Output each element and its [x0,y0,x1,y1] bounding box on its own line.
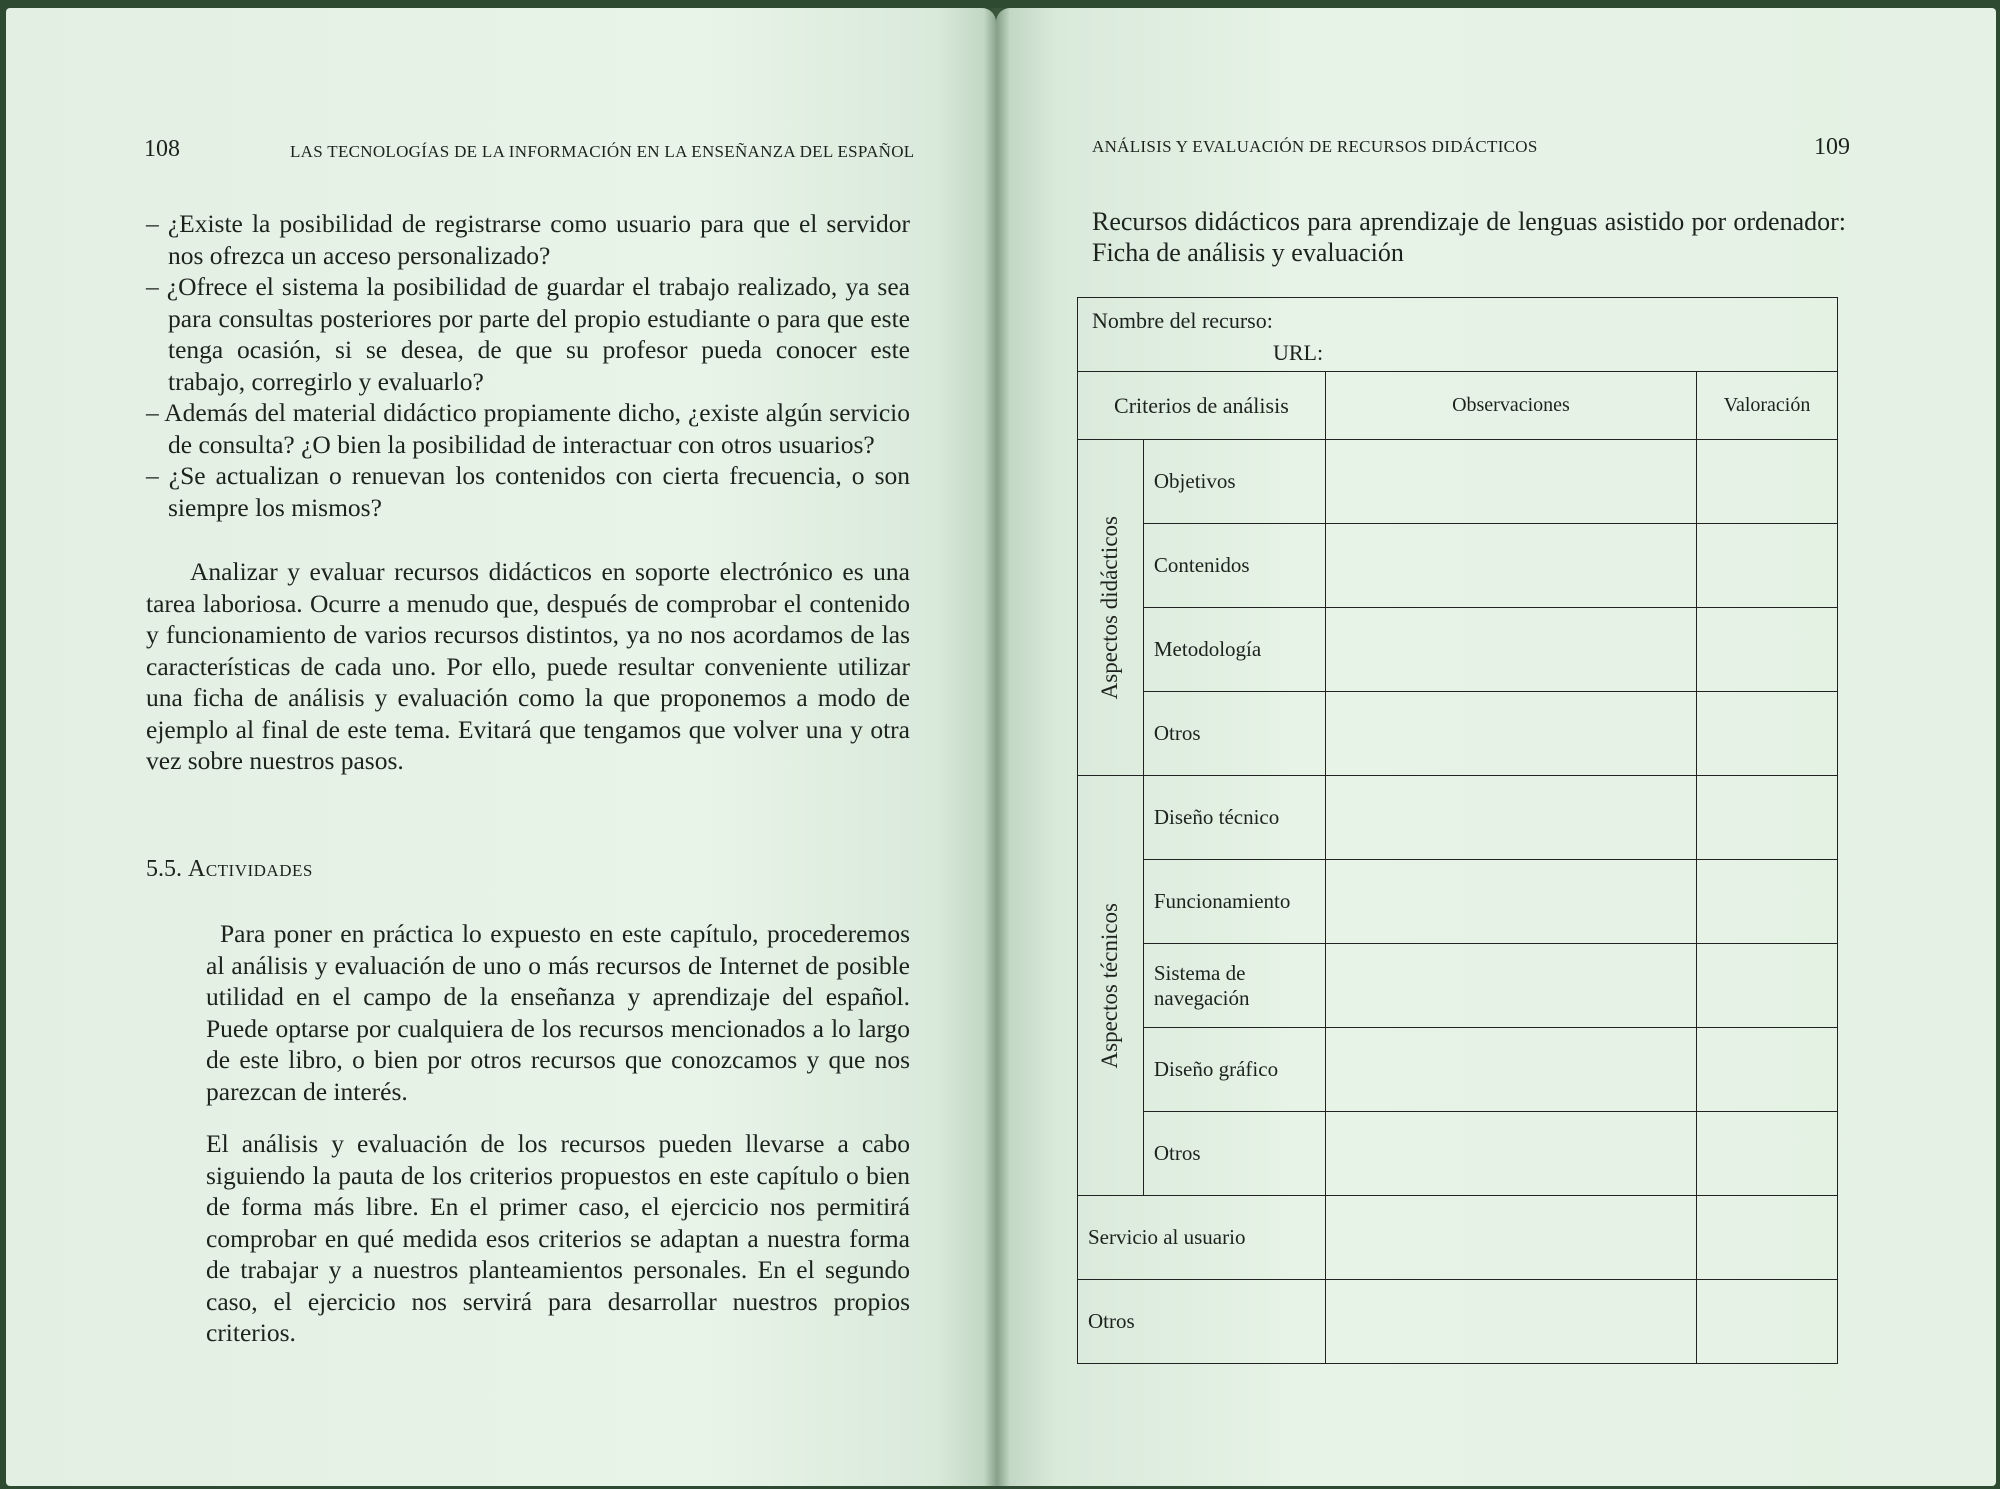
header-row [1078,372,1838,440]
bullet-item: – ¿Ofrece el sistema la posibilidad de guardar el trabajo realizado, ya sea para consultas posteriores por parte del propio estudiante o para que este tenga ocasión, si se desea, de que su profesor pueda conocer este trabajo, corregirlo y evaluarlo? [146,272,910,396]
book-spread [6,8,1996,1486]
criteria-header: Criterios de análisis [1078,372,1326,440]
table-row [1078,776,1838,860]
section-number: 5.5. [146,856,182,882]
table-row [1078,524,1838,608]
observations-header: Observaciones [1325,372,1696,440]
left-page [6,8,996,1486]
observations-cell [1325,1196,1696,1280]
criterion-cell: Servicio al usuario [1078,1196,1326,1280]
activity-paragraph-2: El análisis y evaluación de los recursos pueden llevarse a cabo siguiendo la pauta de los criterios propuestos en este capítulo o bien de forma más libre. En el primer caso, el ejercicio nos permitirá comprobar en qué medida esos criterios se adaptan a nuestra forma de trabajar y a nuestros planteamientos personales. En el segundo caso, el ejercicio nos servirá para desarrollar nuestros propios criterios. [206,1129,910,1347]
rating-cell [1697,608,1838,692]
right-running-head: ANÁLISIS Y EVALUACIÓN DE RECURSOS DIDÁCTICOS [1092,137,1538,156]
criterion-cell: Objetivos [1143,440,1325,524]
group-label-text: Aspectos didácticos [1097,515,1123,700]
book-gutter-shadow [984,8,1010,1486]
rating-cell [1697,776,1838,860]
right-page [996,8,1996,1486]
criterion-cell: Otros [1143,692,1325,776]
criterion-cell: Funcionamiento [1143,860,1325,944]
table-row [1078,1028,1838,1112]
rating-cell [1697,1112,1838,1196]
rating-cell [1697,1280,1838,1364]
criterion-cell: Contenidos [1143,524,1325,608]
section-heading [146,856,313,883]
bullet-item: – ¿Se actualizan o renuevan los contenidos con cierta frecuencia, o son siempre los mismos? [146,461,910,522]
criterion-text: Sistema de navegación [1153,960,1250,1010]
observations-cell [1325,1280,1696,1364]
intro-paragraph: Analizar y evaluar recursos didácticos en soporte electrónico es una tarea laboriosa. Ocurre a menudo que, después de comprobar el contenido y funcionamiento de varios recursos distintos, ya no nos acordamos de las características de cada uno. Por ello, puede resultar conveniente utilizar una ficha de análisis y evaluación como la que proponemos a modo de ejemplo al final de este tema. Evitará que tengamos que volver una y otra vez sobre nuestros pasos. [146,557,910,775]
section-title: Actividades [188,856,313,882]
group-label-didactic [1078,440,1144,776]
right-page-number: 109 [1814,134,1850,160]
observations-cell [1325,440,1696,524]
url-label: URL: [1273,339,1324,365]
table-row [1078,608,1838,692]
group-label-text: Aspectos técnicos [1097,902,1123,1069]
rating-cell [1697,944,1838,1028]
rating-cell [1697,524,1838,608]
left-running-head: LAS TECNOLOGÍAS DE LA INFORMACIÓN EN LA ENSEÑANZA DEL ESPAÑOL [290,142,915,161]
observations-cell [1325,1028,1696,1112]
observations-cell [1325,776,1696,860]
table-row [1078,1280,1838,1364]
bullet-item: – Además del material didáctico propiamente dicho, ¿existe algún servicio de consulta? ¿O bien la posibilidad de interactuar con otros usuarios? [146,398,910,459]
resource-name-label: Nombre del recurso: [1092,307,1273,333]
bullet-item: – ¿Existe la posibilidad de registrarse como usuario para que el servidor nos ofrezca un acceso personalizado? [146,209,910,270]
observations-cell [1325,608,1696,692]
resource-info-cell [1078,298,1838,372]
table-row [1078,860,1838,944]
bullet-list [146,208,910,523]
table-row [1078,692,1838,776]
rating-cell [1697,692,1838,776]
rating-cell [1697,860,1838,944]
table-row [1078,1112,1838,1196]
rating-cell [1697,1028,1838,1112]
rating-header: Valoración [1697,372,1838,440]
figure-title: Recursos didácticos para aprendizaje de lenguas asistido por ordenador: Ficha de análisis y evaluación [1092,207,1846,267]
observations-cell [1325,944,1696,1028]
observations-cell [1325,860,1696,944]
left-page-number: 108 [144,136,180,162]
rating-cell [1697,440,1838,524]
resource-info-row [1078,298,1838,372]
criterion-cell: Metodología [1143,608,1325,692]
criterion-cell: Diseño gráfico [1143,1028,1325,1112]
activity-paragraph-1: Para poner en práctica lo expuesto en este capítulo, procederemos al análisis y evaluación de uno o más recursos de Internet de posible utilidad en el campo de la enseñanza y aprendizaje del español. Puede optarse por cualquiera de los recursos mencionados a lo largo de este libro, o bien por otros recursos que conozcamos y que nos parezcan de interés. [206,919,910,1106]
group-label-technical [1078,776,1144,1196]
evaluation-form-table [1077,297,1838,1364]
table-row [1078,1196,1838,1280]
criterion-cell: Otros [1078,1280,1326,1364]
criterion-cell: Diseño técnico [1143,776,1325,860]
criterion-cell: Otros [1143,1112,1325,1196]
table-row [1078,440,1838,524]
observations-cell [1325,692,1696,776]
rating-cell [1697,1196,1838,1280]
observations-cell [1325,1112,1696,1196]
table-row [1078,944,1838,1028]
observations-cell [1325,524,1696,608]
criterion-cell [1143,944,1325,1028]
